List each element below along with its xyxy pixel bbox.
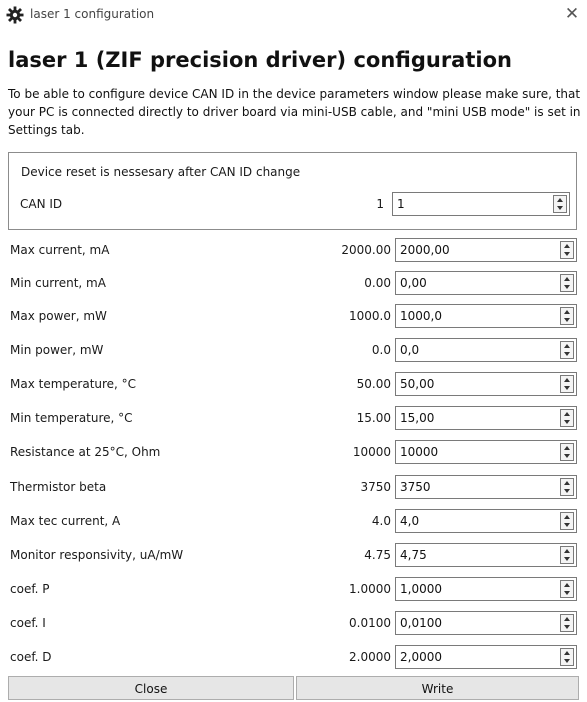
spin-up-icon[interactable] (564, 446, 570, 450)
param-spinner[interactable] (395, 509, 577, 533)
spinner-arrows[interactable] (560, 375, 574, 393)
spin-up-icon[interactable] (564, 481, 570, 485)
spinner-arrows[interactable] (560, 512, 574, 530)
spin-up-icon[interactable] (564, 515, 570, 519)
param-spinner[interactable] (395, 577, 577, 601)
spinner-arrows[interactable] (560, 274, 574, 292)
param-spinner-field[interactable] (400, 614, 550, 632)
param-spinner[interactable] (395, 271, 577, 295)
spinner-arrows[interactable] (560, 580, 574, 598)
can-id-spinner[interactable] (392, 192, 570, 216)
spinner-arrows[interactable] (560, 546, 574, 564)
write-button[interactable]: Write (296, 676, 579, 700)
spin-up-icon[interactable] (557, 198, 563, 202)
spinner-arrows[interactable] (560, 648, 574, 666)
param-spinner-field[interactable] (400, 274, 550, 292)
spin-up-icon[interactable] (564, 651, 570, 655)
spin-down-icon[interactable] (564, 659, 570, 663)
param-spinner-field[interactable] (400, 409, 550, 427)
spin-down-icon[interactable] (564, 625, 570, 629)
spin-down-icon[interactable] (557, 206, 563, 210)
param-current-value: 0.0100 (349, 616, 391, 630)
spin-down-icon[interactable] (564, 454, 570, 458)
param-current-value: 0.00 (364, 276, 391, 290)
param-label: Max temperature, °C (10, 377, 137, 391)
spin-up-icon[interactable] (564, 277, 570, 281)
param-spinner-field[interactable] (400, 341, 550, 359)
param-label: Max current, mA (10, 243, 110, 257)
can-id-spinner-field[interactable] (397, 195, 547, 213)
param-row (0, 543, 587, 569)
param-row (0, 509, 587, 535)
param-spinner-field[interactable] (400, 512, 550, 530)
param-row (0, 611, 587, 637)
param-label: coef. D (10, 650, 52, 664)
param-current-value: 3750 (360, 480, 391, 494)
close-icon[interactable]: ✕ (564, 4, 580, 24)
spin-up-icon[interactable] (564, 549, 570, 553)
param-label: Thermistor beta (10, 480, 107, 494)
param-spinner[interactable] (395, 611, 577, 635)
param-label: Min power, mW (10, 343, 104, 357)
param-current-value: 4.75 (364, 548, 391, 562)
param-current-value: 1000.0 (349, 309, 391, 323)
spin-down-icon[interactable] (564, 352, 570, 356)
can-id-row (0, 192, 587, 218)
spinner-arrows[interactable] (560, 478, 574, 496)
param-label: Max tec current, A (10, 514, 121, 528)
spinner-arrows[interactable] (560, 443, 574, 461)
param-spinner-field[interactable] (400, 443, 550, 461)
spinner-arrows[interactable] (560, 409, 574, 427)
param-label: Monitor responsivity, uA/mW (10, 548, 184, 562)
spinner-arrows[interactable] (553, 195, 567, 213)
spin-down-icon[interactable] (564, 386, 570, 390)
param-label: Min temperature, °C (10, 411, 133, 425)
param-label: Resistance at 25°C, Ohm (10, 445, 161, 459)
spin-down-icon[interactable] (564, 591, 570, 595)
param-current-value: 2.0000 (349, 650, 391, 664)
spinner-arrows[interactable] (560, 307, 574, 325)
param-spinner[interactable] (395, 238, 577, 262)
close-button[interactable]: Close (8, 676, 294, 700)
spin-down-icon[interactable] (564, 318, 570, 322)
param-label: Min current, mA (10, 276, 106, 290)
param-row (0, 304, 587, 330)
param-current-value: 10000 (352, 445, 391, 459)
window-title: laser 1 configuration (30, 7, 155, 21)
gear-cog-icon (6, 6, 24, 24)
param-current-value: 4.0 (371, 514, 391, 528)
param-current-value: 15.00 (356, 411, 391, 425)
param-spinner-field[interactable] (400, 648, 550, 666)
spin-down-icon[interactable] (564, 252, 570, 256)
spin-down-icon[interactable] (564, 523, 570, 527)
title-bar (0, 0, 587, 30)
param-spinner[interactable] (395, 440, 577, 464)
spin-up-icon[interactable] (564, 310, 570, 314)
param-row (0, 372, 587, 398)
param-current-value: 2000.00 (341, 243, 391, 257)
param-row (0, 475, 587, 501)
param-current-value: 50.00 (356, 377, 391, 391)
spin-down-icon[interactable] (564, 285, 570, 289)
param-row (0, 271, 587, 297)
spin-up-icon[interactable] (564, 378, 570, 382)
param-spinner-field[interactable] (400, 375, 550, 393)
param-spinner-field[interactable] (400, 546, 550, 564)
param-spinner[interactable] (395, 372, 577, 396)
param-spinner[interactable] (395, 406, 577, 430)
spinner-arrows[interactable] (560, 614, 574, 632)
param-row (0, 238, 587, 264)
param-spinner[interactable] (395, 645, 577, 669)
page-title: laser 1 (ZIF precision driver) configuration (8, 48, 512, 72)
spin-down-icon[interactable] (564, 489, 570, 493)
param-current-value: 0.0 (371, 343, 391, 357)
param-current-value: 1.0000 (349, 582, 391, 596)
can-reset-note: Device reset is nessesary after CAN ID change (21, 165, 301, 179)
param-spinner[interactable] (395, 338, 577, 362)
can-id-current: 1 (376, 197, 384, 211)
param-spinner-field[interactable] (400, 580, 550, 598)
spin-up-icon[interactable] (564, 344, 570, 348)
spin-up-icon[interactable] (564, 583, 570, 587)
spin-up-icon[interactable] (564, 412, 570, 416)
param-spinner[interactable] (395, 475, 577, 499)
spin-up-icon[interactable] (564, 244, 570, 248)
param-spinner-field[interactable] (400, 241, 550, 259)
param-label: Max power, mW (10, 309, 107, 323)
spinner-arrows[interactable] (560, 241, 574, 259)
param-spinner[interactable] (395, 304, 577, 328)
param-spinner-field[interactable] (400, 478, 550, 496)
param-row (0, 338, 587, 364)
param-row (0, 440, 587, 466)
spin-up-icon[interactable] (564, 617, 570, 621)
param-row (0, 406, 587, 432)
param-row (0, 577, 587, 603)
spinner-arrows[interactable] (560, 341, 574, 359)
param-row (0, 645, 587, 671)
description-text: To be able to configure device CAN ID in the device parameters window please make sure, that your PC is connected directly to driver board via mini-USB cable, and "mini USB mode" is set in Settings tab. (8, 87, 581, 137)
can-id-label: CAN ID (20, 197, 63, 211)
spin-down-icon[interactable] (564, 557, 570, 561)
spin-down-icon[interactable] (564, 420, 570, 424)
param-spinner-field[interactable] (400, 307, 550, 325)
param-label: coef. P (10, 582, 50, 596)
param-label: coef. I (10, 616, 46, 630)
can-id-group (8, 152, 577, 230)
param-spinner[interactable] (395, 543, 577, 567)
